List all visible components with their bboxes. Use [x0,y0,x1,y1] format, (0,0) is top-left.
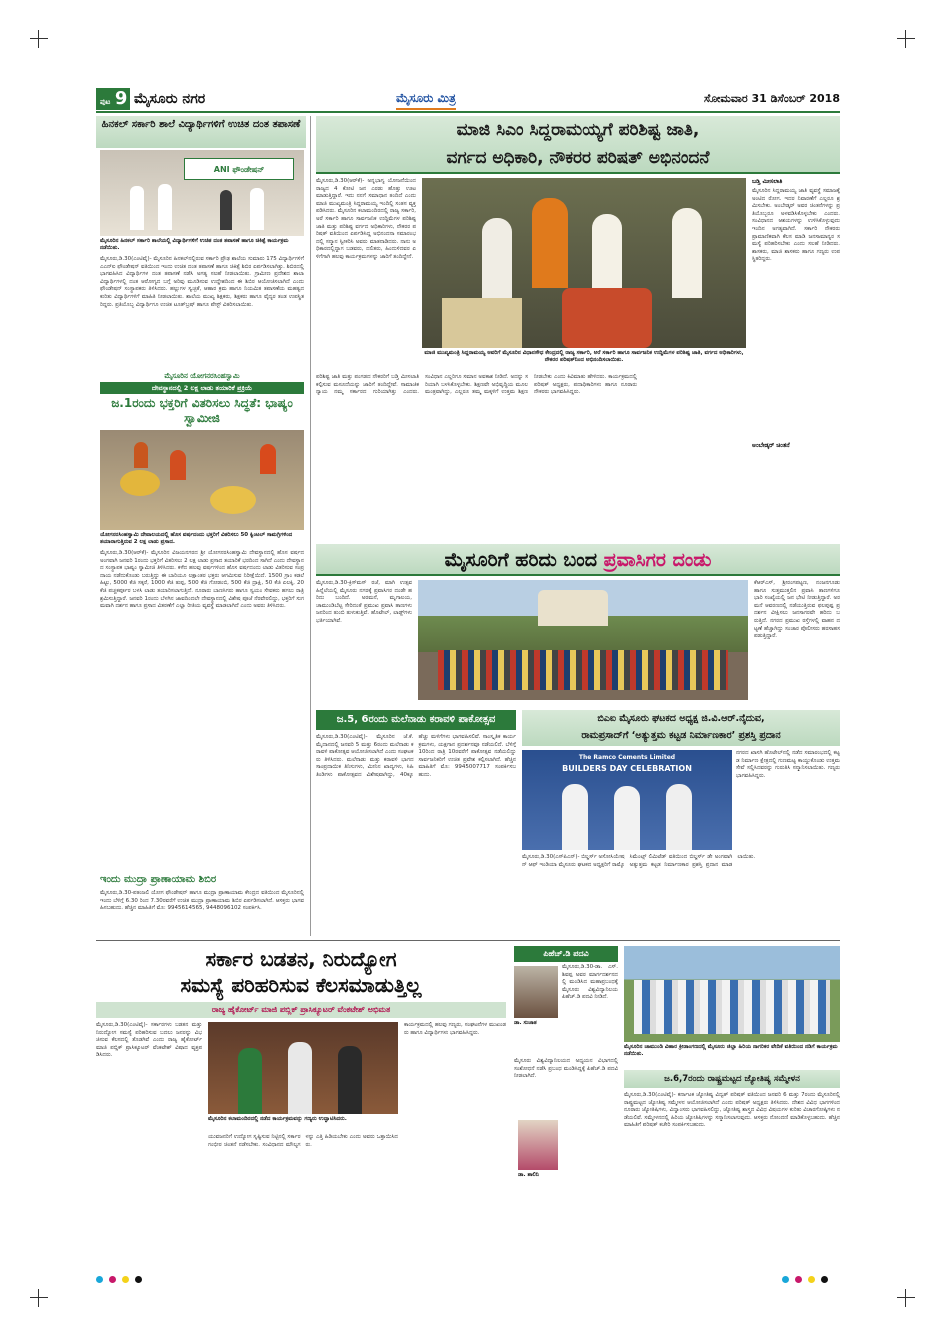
dental-body: ಮೈಸೂರು,ಡಿ.30(ಎಂಟಿವೈ)- ಮೈಸೂರಿನ ಹಿನಕಲ್‌ನಲ್ಲಿರುವ ಸರ್ಕಾರಿ ಪ್ರೌಢ ಶಾಲೆಯ ಸುಮಾರು 175 ವಿದ್ಯಾರ್ಥಿಗಳಿಗೆ ಎಎನ್‌ಐ ಫೌಂಡೇಷನ್ ವತಿಯಿಂದ ಇಂದು ಉಚಿತ ದಂತ ತಪಾಸಣೆ ಹಾಗೂ ಚಿಕಿತ್ಸೆ ಶಿಬಿರ ಏರ್ಪಡಿಸಲಾಗಿತ್ತು. ಶಿಬಿರದಲ್ಲಿ ಭಾಗವಹಿಸಿದ ವಿದ್ಯಾರ್ಥಿಗಳ ದಂತ ತಪಾಸಣೆ ನಡೆಸಿ ಅಗತ್ಯ ಸಲಹೆ ನೀಡಲಾಯಿತು. ಗ್ರಾಮೀಣ ಪ್ರದೇಶದ ಶಾಲಾ ವಿದ್ಯಾರ್ಥಿಗಳಲ್ಲಿ ದಂತ ಆರೋಗ್ಯದ ಬಗ್ಗೆ ಅರಿವು ಮೂಡಿಸುವ ಉದ್ದೇಶದಿಂದ ಈ ಶಿಬಿರ ಆಯೋಜಿಸಲಾಗಿದೆ ಎಂದು ಫೌಂಡೇಷನ್ ಸಂಸ್ಥಾಪಕರು ತಿಳಿಸಿದರು. ಹಲ್ಲುಗಳ ಸ್ವಚ್ಛತೆ, ಆಹಾರ ಕ್ರಮ ಹಾಗೂ ನಿಯಮಿತ ತಪಾಸಣೆಯ ಮಹತ್ವದ ಕುರಿತು ವಿದ್ಯಾರ್ಥಿಗಳಿಗೆ ಮಾಹಿತಿ ನೀಡಲಾಯಿತು. ಶಾಲೆಯ ಮುಖ್ಯ ಶಿಕ್ಷಕರು, ಶಿಕ್ಷಕರು ಹಾಗೂ ವೈದ್ಯರ ತಂಡ ಉಪಸ್ಥಿತರಿದ್ದರು. ಪ್ರತಿಯೊಬ್ಬ ವಿದ್ಯಾರ್ಥಿಗೂ ಉಚಿತ ಟೂತ್‌ಬ್ರಷ್ ಹಾಗೂ ಪೇಸ್ಟ್ ವಿತರಿಸಲಾಯಿತು. [100,256,304,308]
govt-headline-1: ಸರ್ಕಾರ ಬಡತನ, ನಿರುದ್ಯೋಗ [205,947,397,971]
yoga-caption: ಯೋಗನರಸಿಂಹಸ್ವಾಮಿ ದೇವಾಲಯದಲ್ಲಿ ಹೊಸ ವರ್ಷದಂದು ಭಕ್ತರಿಗೆ ವಿತರಿಸಲು 50 ಕ್ವಿಂಟಲ್ ಸಾಮಗ್ರಿಗಳಿಂದ ತಯಾರಾಗುತ್ತಿರುವ 2 ಲಕ್ಷ ಲಾಡು ಪ್ರಸಾದ. [100,532,293,545]
yoga-body: ಮೈಸೂರು,ಡಿ.30(ಆರ್‌ಕೆ)- ಮೈಸೂರಿನ ವಿಜಯನಗರದ ಶ್ರೀ ಯೋಗನರಸಿಂಹಸ್ವಾಮಿ ದೇವಸ್ಥಾನದಲ್ಲಿ ಹೊಸ ವರ್ಷದ ಅಂಗವಾಗಿ ಜನವರಿ 1ರಂದು ಭಕ್ತರಿಗೆ ವಿತರಿಸಲು 2 ಲಕ್ಷ ಲಾಡು ಪ್ರಸಾದ ತಯಾರಿಕೆ ಭರದಿಂದ ಸಾಗಿದೆ ಎಂದು ದೇವಸ್ಥಾನದ ಸಂಸ್ಥಾಪಕ ಭಾಷ್ಯಂ ಸ್ವಾಮೀಜಿ ತಿಳಿಸಿದರು. ಕಳೆದ ಹಲವು ವರ್ಷಗಳಿಂದ ಹೊಸ ವರ್ಷದಂದು ಲಾಡು ವಿತರಿಸುವ ಸಂಪ್ರದಾಯ ನಡೆದುಕೊಂಡು ಬರುತ್ತಿದ್ದು ಈ ಬಾರಿಯೂ ಲಕ್ಷಾಂತರ ಭಕ್ತರು ಆಗಮಿಸುವ ನಿರೀಕ್ಷೆಯಿದೆ. 1500 ಗ್ರಾಂ ಕಡಲೆ ಹಿಟ್ಟು, 5000 ಕೆಜಿ ಸಕ್ಕರೆ, 1000 ಕೆಜಿ ತುಪ್ಪ, 500 ಕೆಜಿ ಗೋಡಂಬಿ, 500 ಕೆಜಿ ದ್ರಾಕ್ಷಿ, 50 ಕೆಜಿ ಏಲಕ್ಕಿ, 20 ಕೆಜಿ ಪಚ್ಚಕರ್ಪೂರ ಬಳಸಿ ಲಾಡು ತಯಾರಿಸಲಾಗುತ್ತಿದೆ. ನೂರಾರು ಬಾಣಸಿಗರು ಹಾಗೂ ಸ್ವಯಂ ಸೇವಕರು ಹಗಲು ರಾತ್ರಿ ಶ್ರಮಿಸುತ್ತಿದ್ದಾರೆ. ಜನವರಿ 1ರಂದು ಬೆಳಗಿನ ಜಾವದಿಂದಲೇ ದೇವಸ್ಥಾನದಲ್ಲಿ ವಿಶೇಷ ಪೂಜೆ ನೆರವೇರಲಿದ್ದು, ಭಕ್ತರಿಗೆ ಸುಗಮವಾಗಿ ದರ್ಶನ ಹಾಗೂ ಪ್ರಸಾದ ವಿತರಣೆಗೆ ಎಲ್ಲಾ ರೀತಿಯ ವ್ಯವಸ್ಥೆ ಮಾಡಲಾಗಿದೆ ಎಂದು ಅವರು ತಿಳಿಸಿದರು. [100,550,304,610]
bai-headline-1: ಬಿಎಐ ಮೈಸೂರು ಘಟಕದ ಅಧ್ಯಕ್ಷ ಜಿ.ವಿ.ಆರ್.ನೈದುವ, [597,713,765,724]
tourists-body-2: ಕೆಆರ್‌ಎಸ್, ಶ್ರೀರಂಗಪಟ್ಟಣ, ನಂಜನಗೂಡು ಹಾಗೂ ಸುತ್ತಮುತ್ತಲಿನ ಪ್ರವಾಸಿ ತಾಣಗಳಿಗೂ ಭಾರಿ ಸಂಖ್ಯೆಯಲ್ಲಿ ಜನ ಭೇಟಿ ನೀಡುತ್ತಿದ್ದಾರೆ. ಅರಮನೆ ಆವರಣದಲ್ಲಿ ನಡೆಯುತ್ತಿರುವ ಫಲಪುಷ್ಪ ಪ್ರದರ್ಶನ ವೀಕ್ಷಿಸಲು ಜನಸಾಗರವೇ ಹರಿದು ಬರುತ್ತಿದೆ. ನಗರದ ಪ್ರಮುಖ ರಸ್ತೆಗಳಲ್ಲಿ ವಾಹನ ದಟ್ಟಣೆ ಹೆಚ್ಚಾಗಿದ್ದು ಸಂಚಾರ ಪೊಲೀಸರು ಹರಸಾಹಸಪಡುತ್ತಿದ್ದಾರೆ. [754,580,840,640]
siddaramaiah-side-sub-2: ಅಂಬೇಡ್ಕರ್ ಚಿಂತನೆ [752,442,790,449]
section-title: ಮೈಸೂರು ನಗರ [134,91,206,107]
bai-banner-1: The Ramco Cements Limited [578,754,676,761]
dental-headline-band: ಹಿನಕಲ್ ಸರ್ಕಾರಿ ಶಾಲೆ ವಿದ್ಯಾರ್ಥಿಗಳಿಗೆ ಉಚಿತ ದಂತ ತಪಾಸಣೆ [96,116,306,148]
astro-body: ಮೈಸೂರು,ಡಿ.30(ಎಂಟಿವೈ)- ಕರ್ನಾಟಕ ಜ್ಯೋತಿಷ್ಯ ವಿದ್ವತ್ ಪರಿಷತ್ ವತಿಯಿಂದ ಜನವರಿ 6 ಮತ್ತು 7ರಂದು ಮೈಸೂರಿನಲ್ಲಿ ರಾಷ್ಟ್ರಮಟ್ಟದ ಜ್ಯೋತಿಷ್ಯ ಸಮ್ಮೇಳನ ಆಯೋಜಿಸಲಾಗಿದೆ ಎಂದು ಪರಿಷತ್ ಅಧ್ಯಕ್ಷರು ತಿಳಿಸಿದರು. ದೇಶದ ವಿವಿಧ ಭಾಗಗಳಿಂದ ನೂರಾರು ಜ್ಯೋತಿಷಿಗಳು, ವಿದ್ವಾಂಸರು ಭಾಗವಹಿಸಲಿದ್ದು, ಜ್ಯೋತಿಷ್ಯ ಶಾಸ್ತ್ರದ ವಿವಿಧ ವಿಷಯಗಳ ಕುರಿತು ವಿಚಾರಗೋಷ್ಠಿಗಳು ನಡೆಯಲಿವೆ. ಸಮ್ಮೇಳನದಲ್ಲಿ ಹಿರಿಯ ಜ್ಯೋತಿಷಿಗಳನ್ನು ಸನ್ಮಾನಿಸಲಾಗುವುದು. ಆಸಕ್ತರು ನೋಂದಣಿ ಮಾಡಿಕೊಳ್ಳಬಹುದು. ಹೆಚ್ಚಿನ ಮಾಹಿತಿಗೆ ಪರಿಷತ್ ಕಚೇರಿ ಸಂಪರ್ಕಿಸಬಹುದು. [624,1092,840,1129]
govt-photo [208,1022,398,1114]
registration-mark-bottom-right [897,1289,915,1307]
pakotsava-headline: ಜ.5, 6ರಂದು ಮಲೆನಾಡು ಕರಾವಳಿ ಪಾಕೋತ್ಸವ [316,710,516,730]
yoga-kicker: ಮೈಸೂರಿನ ಯೋಗನರಸಿಂಹಸ್ವಾಮಿ [164,372,240,380]
color-bar-right [782,1276,828,1288]
section-rule [96,940,840,941]
dental-banner: ANI ಫೌಂಡೇಷನ್ [184,158,294,180]
page-number-badge: ಪುಟ 9 [96,88,130,110]
dental-photo [100,150,304,236]
yoga-headline: ಜ.1ರಂದು ಭಕ್ತರಿಗೆ ವಿತರಿಸಲು ಸಿದ್ಧತೆ: ಭಾಷ್ಯಂ ಸ್ವಾಮೀಜಿ [111,396,293,425]
dental-caption: ಮೈಸೂರಿನ ಹಿನಕಲ್ ಸರ್ಕಾರಿ ಶಾಲೆಯಲ್ಲಿ ವಿದ್ಯಾರ್ಥಿಗಳಿಗೆ ಉಚಿತ ದಂತ ತಪಾಸಣೆ ಹಾಗೂ ಚಿಕಿತ್ಸೆ ಕಾರ್ಯಕ್ರಮ ನಡೆಯಿತು. [100,238,289,251]
phd-name-2: ಡಾ. ಶಾಲಿನಿ [518,1172,539,1178]
bai-headline-band [522,710,840,746]
color-bar-left [96,1276,142,1288]
phd-body-2: ಮೈಸೂರು ವಿಶ್ವವಿದ್ಯಾನಿಲಯದ ಅಧ್ಯಯನ ವಿಭಾಗದಲ್ಲಿ ಸಂಶೋಧನೆ ನಡೆಸಿ ಪ್ರಬಂಧ ಮಂಡಿಸಿದ್ದಕ್ಕೆ ಪಿಹೆಚ್.ಡಿ ಪದವಿ ನೀಡಲಾಗಿದೆ. [514,1058,618,1080]
bai-banner-2: BUILDERS DAY CELEBRATION [562,764,692,773]
color-dot [795,1276,802,1283]
govt-headline-2: ಸಮಸ್ಯೆ ಪರಿಹರಿಸುವ ಕೆಲಸಮಾಡುತ್ತಿಲ್ಲ [180,973,422,997]
color-dot [96,1276,103,1283]
issue-date: ಸೋಮವಾರ 31 ಡಿಸೆಂಬರ್ 2018 [703,92,840,105]
tourists-body-1: ಮೈಸೂರು,ಡಿ.30-ಕ್ರಿಸ್‌ಮಸ್ ರಜೆ, ಮಾಗಿ ಉತ್ಸವ ಹಿನ್ನೆಲೆಯಲ್ಲಿ ಮೈಸೂರು ನಗರಕ್ಕೆ ಪ್ರವಾಸಿಗರ ದಂಡೇ ಹರಿದು ಬಂದಿದೆ. ಅರಮನೆ, ಮೃಗಾಲಯ, ಚಾಮುಂಡಿಬೆಟ್ಟ ಸೇರಿದಂತೆ ಪ್ರಮುಖ ಪ್ರವಾಸಿ ತಾಣಗಳು ಜನರಿಂದ ತುಂಬಿ ತುಳುಕುತ್ತಿವೆ. ಹೊಟೇಲ್, ಲಾಡ್ಜ್‌ಗಳು ಭರ್ತಿಯಾಗಿವೆ. [316,580,412,624]
siddaramaiah-side-sub-1: ಬಡ್ತಿ ಮೀಸಲಾತಿ [752,178,783,185]
bai-photo [522,750,732,850]
mudra-headline: ಇಂದು ಮುದ್ರಾ ಪ್ರಾಣಾಯಾಮ ಶಿಬಿರ [100,874,217,885]
yoga-subhead: ದೇವಸ್ಥಾನದಲ್ಲಿ 2 ಲಕ್ಷ ಲಾಡು ತಯಾರಿಕೆ ಪ್ರಕ್ರಿಯೆ [100,382,304,394]
tourists-headline-2: ಪ್ರವಾಸಿಗರ ದಂಡು [603,549,712,571]
siddaramaiah-body-2: ಪರಿಶಿಷ್ಟ ಜಾತಿ ಮತ್ತು ಪಂಗಡದ ನೌಕರರಿಗೆ ಬಡ್ತಿ ಮೀಸಲಾತಿ ಕಲ್ಪಿಸುವ ಮಸೂದೆಯನ್ನು ಜಾರಿಗೆ ತಂದಿದ್ದೇವೆ. ಸಾಮಾಜಿಕ ನ್ಯಾಯ ನಮ್ಮ ಸರ್ಕಾರದ ಗುರಿಯಾಗಿತ್ತು ಎಂದರು. ಸಂವಿಧಾನ ಎಲ್ಲರಿಗೂ ಸಮಾನ ಅವಕಾಶ ನೀಡಿದೆ. ಅದನ್ನು ಸರಿಯಾಗಿ ಬಳಸಿಕೊಳ್ಳಬೇಕು. ಶಿಕ್ಷಣವೇ ಅಭಿವೃದ್ಧಿಯ ಮೂಲ ಮಂತ್ರವಾಗಿದ್ದು, ಎಲ್ಲರೂ ತಮ್ಮ ಮಕ್ಕಳಿಗೆ ಉತ್ತಮ ಶಿಕ್ಷಣ ನೀಡಬೇಕು ಎಂದು ಕಿವಿಮಾತು ಹೇಳಿದರು. ಕಾರ್ಯಕ್ರಮದಲ್ಲಿ ಪರಿಷತ್ ಅಧ್ಯಕ್ಷರು, ಪದಾಧಿಕಾರಿಗಳು ಹಾಗೂ ನೂರಾರು ನೌಕರರು ಭಾಗವಹಿಸಿದ್ದರು. [316,374,637,396]
header-rule [96,111,840,113]
color-dot [808,1276,815,1283]
phd-headline: ಪಿಹೆಚ್.ಡಿ ಪದವಿ [514,946,618,962]
yoga-photo [100,430,304,530]
govt-deck: ರಾಜ್ಯ ಹೈಕೋರ್ಟ್ ಮಾಜಿ ಪಬ್ಲಿಕ್ ಪ್ರಾಸಿಕ್ಯೂಟರ್ ವೆಂಕಟೇಶ್ ಅಭಿಮತ [96,1002,506,1018]
color-dot [135,1276,142,1283]
govt-body-1: ಮೈಸೂರು,ಡಿ.30(ಎಂಟಿವೈ)- ಸರ್ಕಾರಗಳು ಬಡತನ ಮತ್ತು ನಿರುದ್ಯೋಗ ಸಮಸ್ಯೆ ಪರಿಹರಿಸುವ ಬದಲು ಜನರನ್ನು ವಿಭಜಿಸುವ ಕೆಲಸದಲ್ಲಿ ತೊಡಗಿವೆ ಎಂದು ರಾಜ್ಯ ಹೈಕೋರ್ಟ್ ಮಾಜಿ ಪಬ್ಲಿಕ್ ಪ್ರಾಸಿಕ್ಯೂಟರ್ ವೆಂಕಟೇಶ್ ವಿಷಾದ ವ್ಯಕ್ತಪಡಿಸಿದರು. [96,1022,202,1059]
registration-mark-top-left [30,30,48,48]
color-dot [122,1276,129,1283]
tourists-photo [418,580,748,700]
tourists-headline-1: ಮೈಸೂರಿಗೆ ಹರಿದು ಬಂದ [444,549,604,571]
phd-name-1: ಡಾ. ಸುಜಾತ [514,1020,537,1026]
column-divider [310,116,311,936]
registration-mark-top-right [897,30,915,48]
registration-mark-bottom-left [30,1289,48,1307]
siddaramaiah-headline-1: ಮಾಜಿ ಸಿಎಂ ಸಿದ್ದರಾಮಯ್ಯಗೆ ಪರಿಶಿಷ್ಟ ಜಾತಿ, [456,120,700,140]
govt-body-3: ಕಾರ್ಯಕ್ರಮದಲ್ಲಿ ಹಲವು ಗಣ್ಯರು, ಸಂಘಟನೆಗಳ ಮುಖಂಡರು ಹಾಗೂ ವಿದ್ಯಾರ್ಥಿಗಳು ಭಾಗವಹಿಸಿದ್ದರು. [404,1022,506,1036]
phd-photo-1 [514,966,558,1018]
mudra-body: ಮೈಸೂರು,ಡಿ.30-ಪತಂಜಲಿ ಯೋಗ ಫೌಂಡೇಷನ್ ಹಾಗೂ ಮುದ್ರಾ ಪ್ರಾಣಾಯಾಮ ಕೇಂದ್ರದ ವತಿಯಿಂದ ಮೈಸೂರಿನಲ್ಲಿ ಇಂದು ಬೆಳಿಗ್ಗೆ 6.30 ರಿಂದ 7.30ರವರೆಗೆ ಉಚಿತ ಮುದ್ರಾ ಪ್ರಾಣಾಯಾಮ ಶಿಬಿರ ಏರ್ಪಡಿಸಲಾಗಿದೆ. ಆಸಕ್ತರು ಭಾಗವಹಿಸಬಹುದು. ಹೆಚ್ಚಿನ ಮಾಹಿತಿಗೆ ಮೊ: 9945614565, 9448096102 ಸಂಪರ್ಕಿಸಿ. [100,890,304,912]
siddaramaiah-headline-band [316,116,840,174]
phd-photo-2 [518,1120,558,1170]
bai-headline-2: ರಾಮಪ್ರಸಾದ್‌ಗೆ ‘ಅತ್ಯುತ್ತಮ ಕಟ್ಟಡ ನಿರ್ಮಾಣಕಾರ’ ಪ್ರಶಸ್ತಿ ಪ್ರದಾನ [581,730,781,741]
siddaramaiah-body-1: ಮೈಸೂರು,ಡಿ.30(ಆರ್‌ಕೆ)- ಅನ್ನಭಾಗ್ಯ ಯೋಜನೆಯಿಂದ ರಾಜ್ಯದ 4 ಕೋಟಿ ಜನ ಎರಡು ಹೊತ್ತು ಊಟ ಮಾಡುತ್ತಿದ್ದಾರೆ. ಇದು ನನಗೆ ಸಮಾಧಾನ ತಂದಿದೆ ಎಂದು ಮಾಜಿ ಮುಖ್ಯಮಂತ್ರಿ ಸಿದ್ದರಾಮಯ್ಯ ಇಂದಿಲ್ಲಿ ಸಂತಸ ವ್ಯಕ್ತಪಡಿಸಿದರು. ಮೈಸೂರಿನ ಕಲಾಮಂದಿರದಲ್ಲಿ ರಾಜ್ಯ ಸರ್ಕಾರಿ, ಅರೆ ಸರ್ಕಾರಿ ಹಾಗೂ ಸಾರ್ವಜನಿಕ ಉದ್ದಿಮೆಗಳ ಪರಿಶಿಷ್ಟ ಜಾತಿ ಮತ್ತು ಪರಿಶಿಷ್ಟ ವರ್ಗದ ಅಧಿಕಾರಿಗಳು, ನೌಕರರ ಪರಿಷತ್ ವತಿಯಿಂದ ಏರ್ಪಡಿಸಿದ್ದ ಅಭಿನಂದನಾ ಸಮಾರಂಭದಲ್ಲಿ ಸನ್ಮಾನ ಸ್ವೀಕರಿಸಿ ಅವರು ಮಾತನಾಡಿದರು. ನಾನು ಅಧಿಕಾರದಲ್ಲಿದ್ದಾಗ ಬಡವರು, ದಲಿತರು, ಹಿಂದುಳಿದವರ ಏಳಿಗೆಗಾಗಿ ಹಲವು ಕಾರ್ಯಕ್ರಮಗಳನ್ನು ಜಾರಿಗೆ ತಂದಿದ್ದೇನೆ. [316,178,416,260]
siddaramaiah-body-3: ಮೈಸೂರಿನ ಸಿದ್ದರಾಮಯ್ಯ ಜಾತಿ ವ್ಯವಸ್ಥೆ ಸಮಾಜಕ್ಕೆ ಅಂಟಿದ ರೋಗ. ಇದರ ನಿವಾರಣೆಗೆ ಎಲ್ಲರೂ ಶ್ರಮಿಸಬೇಕು. ಅಂಬೇಡ್ಕರ್ ಅವರ ಚಿಂತನೆಗಳನ್ನು ಪ್ರತಿಯೊಬ್ಬರೂ ಅಳವಡಿಸಿಕೊಳ್ಳಬೇಕು ಎಂದರು. ಸಂವಿಧಾನದ ಆಶಯಗಳನ್ನು ಉಳಿಸಿಕೊಳ್ಳುವುದು ಇಂದಿನ ಅಗತ್ಯವಾಗಿದೆ. ಸರ್ಕಾರಿ ನೌಕರರು ಪ್ರಾಮಾಣಿಕವಾಗಿ ಕೆಲಸ ಮಾಡಿ ಜನಸಾಮಾನ್ಯರ ಸಮಸ್ಯೆ ಪರಿಹರಿಸಬೇಕು ಎಂದು ಸಲಹೆ ನೀಡಿದರು. ಶಾಸಕರು, ಮಾಜಿ ಶಾಸಕರು ಹಾಗೂ ಗಣ್ಯರು ಉಪಸ್ಥಿತರಿದ್ದರು. [752,188,840,263]
siddaramaiah-caption: ಮಾಜಿ ಮುಖ್ಯಮಂತ್ರಿ ಸಿದ್ದರಾಮಯ್ಯ ಅವರಿಗೆ ಮೈಸೂರಿನ ವಿಧಾನಸೌಧ ಕೇಂದ್ರದಲ್ಲಿ ರಾಜ್ಯ ಸರ್ಕಾರಿ, ಅರೆ ಸರ್ಕಾರಿ ಹಾಗೂ ಸಾರ್ವಜನಿಕ ಉದ್ದಿಮೆಗಳ ಪರಿಶಿಷ್ಟ ಜಾತಿ, ವರ್ಗದ ಅಧಿಕಾರಿಗಳು, ನೌಕರರ ಪರಿಷತ್‌ನಿಂದ ಅಭಿನಂದಿಸಲಾಯಿತು. [424,350,744,363]
bai-body-2: ನಗರದ ಖಾಸಗಿ ಹೊಟೇಲ್‌ನಲ್ಲಿ ನಡೆದ ಸಮಾರಂಭದಲ್ಲಿ ಕಟ್ಟಡ ನಿರ್ಮಾಣ ಕ್ಷೇತ್ರದಲ್ಲಿ ಗುಣಮಟ್ಟ ಕಾಯ್ದುಕೊಂಡು ಉತ್ತಮ ಸೇವೆ ಸಲ್ಲಿಸಿದವರನ್ನು ಗುರುತಿಸಿ ಸನ್ಮಾನಿಸಲಾಯಿತು. ಗಣ್ಯರು ಭಾಗವಹಿಸಿದ್ದರು. [736,750,840,779]
phd-body-1: ಮೈಸೂರು,ಡಿ.30-ಡಾ. ಎಸ್. ಶಿವಪ್ಪ ಅವರ ಮಾರ್ಗದರ್ಶನದಲ್ಲಿ ಮಂಡಿಸಿದ ಮಹಾಪ್ರಬಂಧಕ್ಕೆ ಮೈಸೂರು ವಿಶ್ವವಿದ್ಯಾನಿಲಯ ಪಿಹೆಚ್.ಡಿ ಪದವಿ ನೀಡಿದೆ. [562,964,618,1001]
color-dot [821,1276,828,1283]
tourists-headline-band [316,544,840,576]
govt-caption: ಮೈಸೂರಿನ ಕಲಾಮಂದಿರದಲ್ಲಿ ನಡೆದ ಕಾರ್ಯಕ್ರಮವನ್ನು ಗಣ್ಯರು ಉದ್ಘಾಟಿಸಿದರು. [208,1116,347,1122]
siddaramaiah-headline-2: ವರ್ಗದ ಅಧಿಕಾರಿ, ನೌಕರರ ಪರಿಷತ್ ಅಭಿನಂದನೆ [446,148,710,168]
walk-photo [624,946,840,1042]
walk-caption: ಮೈಸೂರಿನ ಚಾಮುಂಡಿ ವಿಹಾರ ಕ್ರೀಡಾಂಗಣದಲ್ಲಿ ಮೈಸೂರು ಜಿಲ್ಲಾ ಹಿರಿಯ ನಾಗರಿಕರ ವೇದಿಕೆ ವತಿಯಿಂದ ನಡಿಗೆ ಕಾರ್ಯಕ್ರಮ ನಡೆಯಿತು. [624,1044,838,1057]
masthead: ಮೈಸೂರು ಮಿತ್ರ [396,88,456,110]
newspaper-page [96,84,840,1284]
color-dot [109,1276,116,1283]
siddaramaiah-photo [422,178,746,348]
astro-headline-band: ಜ.6,7ರಂದು ರಾಷ್ಟ್ರಮಟ್ಟದ ಜ್ಯೋತಿಷ್ಯ ಸಮ್ಮೇಳನ [624,1070,840,1088]
govt-body-2: ಯುವಜನರಿಗೆ ಉದ್ಯೋಗ ಸೃಷ್ಟಿಸುವ ನಿಟ್ಟಿನಲ್ಲಿ ಸರ್ಕಾರ ಗಂಭೀರ ಚಿಂತನೆ ನಡೆಸಬೇಕು. ಸಂವಿಧಾನದ ಮೌಲ್ಯಗಳನ್ನು ಎತ್ತಿ ಹಿಡಿಯಬೇಕು ಎಂದು ಅವರು ಒತ್ತಾಯಿಸಿದರು. [208,1134,398,1148]
bai-body-1: ಮೈಸೂರು,ಡಿ.30(ಎಸ್‌ಪಿಎನ್)- ಬಿಲ್ಡರ್ಸ್ ಅಸೋಸಿಯೇಷನ್ ಆಫ್ ಇಂಡಿಯಾ ಮೈಸೂರು ಘಟಕದ ಅಧ್ಯಕ್ಷರಿಗೆ ರಾಮ್ಕೊ ಸಿಮೆಂಟ್ಸ್ ಲಿಮಿಟೆಡ್ ವತಿಯಿಂದ ಬಿಲ್ಡರ್ಸ್ ಡೇ ಅಂಗವಾಗಿ ಅತ್ಯುತ್ತಮ ಕಟ್ಟಡ ನಿರ್ಮಾಣಕಾರ ಪ್ರಶಸ್ತಿ ಪ್ರದಾನ ಮಾಡಲಾಯಿತು. [522,854,756,868]
color-dot [782,1276,789,1283]
pakotsava-body: ಮೈಸೂರು,ಡಿ.30(ಎಂಟಿವೈ)- ಮೈಸೂರಿನ ಜೆ.ಕೆ.ಮೈದಾನದಲ್ಲಿ ಜನವರಿ 5 ಮತ್ತು 6ರಂದು ಮಲೆನಾಡು ಕರಾವಳಿ ಪಾಕೋತ್ಸವ ಆಯೋಜಿಸಲಾಗಿದೆ ಎಂದು ಸಂಘಟಕರು ತಿಳಿಸಿದರು. ಮಲೆನಾಡು ಮತ್ತು ಕರಾವಳಿ ಭಾಗದ ಸಾಂಪ್ರದಾಯಿಕ ತಿನಿಸುಗಳು, ಮೀನಿನ ಖಾದ್ಯಗಳು, ಸಿಹಿ ತಿಂಡಿಗಳು ಪಾಕೋತ್ಸವದ ವಿಶೇಷವಾಗಿದ್ದು, 40ಕ್ಕೂ ಹೆಚ್ಚು ಮಳಿಗೆಗಳು ಭಾಗವಹಿಸಲಿವೆ. ಸಾಂಸ್ಕೃತಿಕ ಕಾರ್ಯಕ್ರಮಗಳು, ಯಕ್ಷಗಾನ ಪ್ರದರ್ಶನವೂ ನಡೆಯಲಿದೆ. ಬೆಳಿಗ್ಗೆ 10ರಿಂದ ರಾತ್ರಿ 10ರವರೆಗೆ ಪಾಕೋತ್ಸವ ನಡೆಯಲಿದ್ದು ಸಾರ್ವಜನಿಕರಿಗೆ ಉಚಿತ ಪ್ರವೇಶ ಕಲ್ಪಿಸಲಾಗಿದೆ. ಹೆಚ್ಚಿನ ಮಾಹಿತಿಗೆ ಮೊ: 9945007717 ಸಂಪರ್ಕಿಸಬಹುದು. [316,734,516,778]
